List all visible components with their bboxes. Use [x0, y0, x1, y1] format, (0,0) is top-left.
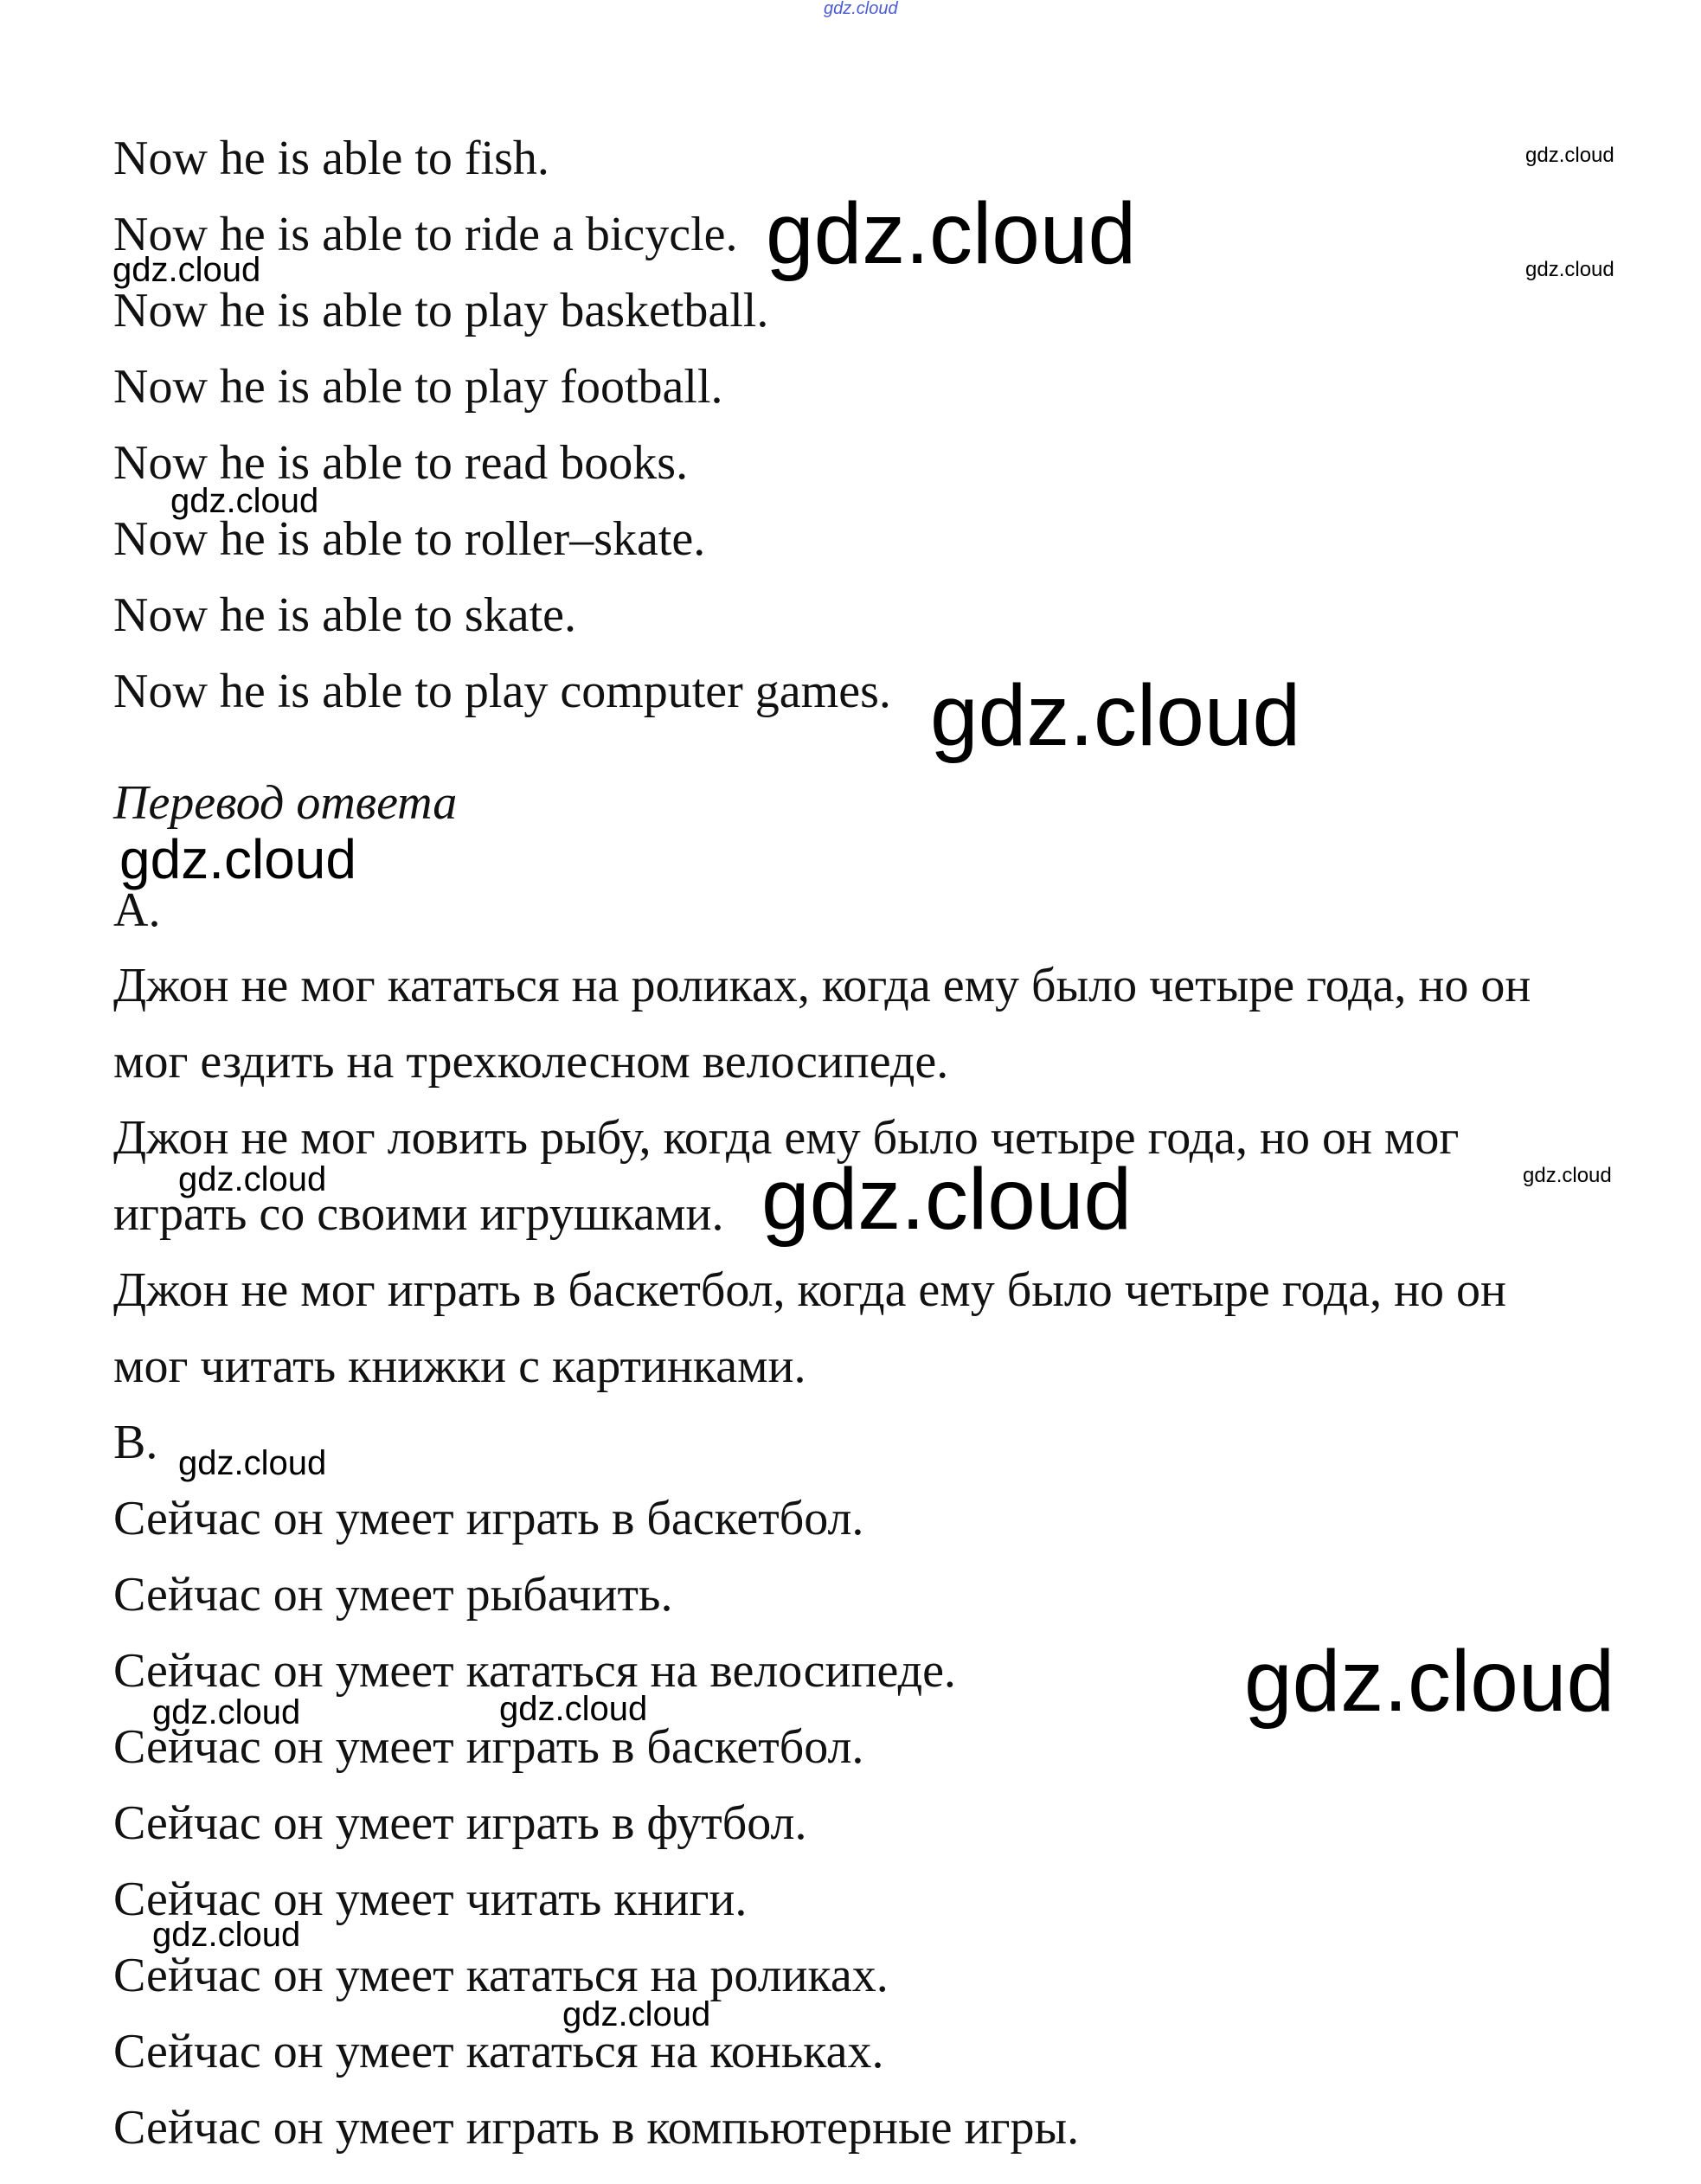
english-line-7: Now he is able to skate. — [113, 588, 576, 642]
watermark: gdz.cloud — [1525, 258, 1614, 281]
watermark: gdz.cloud — [761, 1151, 1133, 1248]
watermark: gdz.cloud — [119, 828, 356, 890]
section-b-line-6: Сейчас он умеет читать книги. — [113, 1872, 748, 1926]
watermark: gdz.cloud — [499, 1690, 648, 1728]
section-a-line-2: мог ездить на трехколесном велосипеде. — [113, 1035, 949, 1089]
section-b-line-7: Сейчас он умеет кататься на роликах. — [113, 1949, 889, 2002]
watermark: gdz.cloud — [562, 1995, 711, 2033]
section-b-line-8: Сейчас он умеет кататься на коньках. — [113, 2025, 884, 2078]
section-b-line-2: Сейчас он умеет рыбачить. — [113, 1568, 673, 1622]
watermark: gdz.cloud — [766, 185, 1137, 282]
watermark: gdz.cloud — [152, 1916, 301, 1954]
watermark: gdz.cloud — [824, 0, 898, 18]
section-b-line-5: Сейчас он умеет играть в футбол. — [113, 1796, 807, 1850]
watermark: gdz.cloud — [170, 482, 319, 520]
watermark: gdz.cloud — [178, 1160, 327, 1198]
english-line-1: Now he is able to fish. — [113, 132, 549, 185]
english-line-2: Now he is able to ride a bicycle. — [113, 208, 738, 261]
section-b-line-4: Сейчас он умеет играть в баскетбол. — [113, 1720, 864, 1774]
english-line-6: Now he is able to roller–skate. — [113, 512, 706, 566]
translation-heading: Перевод ответа — [113, 776, 458, 830]
section-a-line-5: Джон не мог играть в баскетбол, когда ему было четыре года, но он — [113, 1263, 1506, 1317]
section-b-line-3: Сейчас он умеет кататься на велосипеде. — [113, 1644, 956, 1698]
section-a-line-3: Джон не мог ловить рыбу, когда ему было четыре года, но он мог — [113, 1111, 1460, 1165]
watermark: gdz.cloud — [152, 1693, 301, 1731]
watermark: gdz.cloud — [930, 667, 1301, 764]
section-b-label: В. — [113, 1416, 158, 1469]
watermark: gdz.cloud — [1244, 1633, 1615, 1730]
watermark: gdz.cloud — [1525, 144, 1614, 167]
section-b-line-1: Сейчас он умеет играть в баскетбол. — [113, 1492, 864, 1545]
watermark: gdz.cloud — [112, 251, 261, 289]
english-line-8: Now he is able to play computer games. — [113, 665, 891, 718]
english-line-5: Now he is able to read books. — [113, 436, 689, 490]
section-a-line-6: мог читать книжки с картинками. — [113, 1339, 806, 1393]
section-b-line-9: Сейчас он умеет играть в компьютерные игры. — [113, 2101, 1080, 2155]
watermark: gdz.cloud — [178, 1444, 327, 1482]
english-line-3: Now he is able to play basketball. — [113, 284, 769, 337]
section-a-line-4: играть со своими игрушками. — [113, 1187, 724, 1241]
section-a-label: А. — [113, 883, 161, 937]
english-line-4: Now he is able to play football. — [113, 360, 723, 414]
section-a-line-1: Джон не мог кататься на роликах, когда ему было четыре года, но он — [113, 959, 1531, 1012]
watermark: gdz.cloud — [1523, 1164, 1612, 1187]
